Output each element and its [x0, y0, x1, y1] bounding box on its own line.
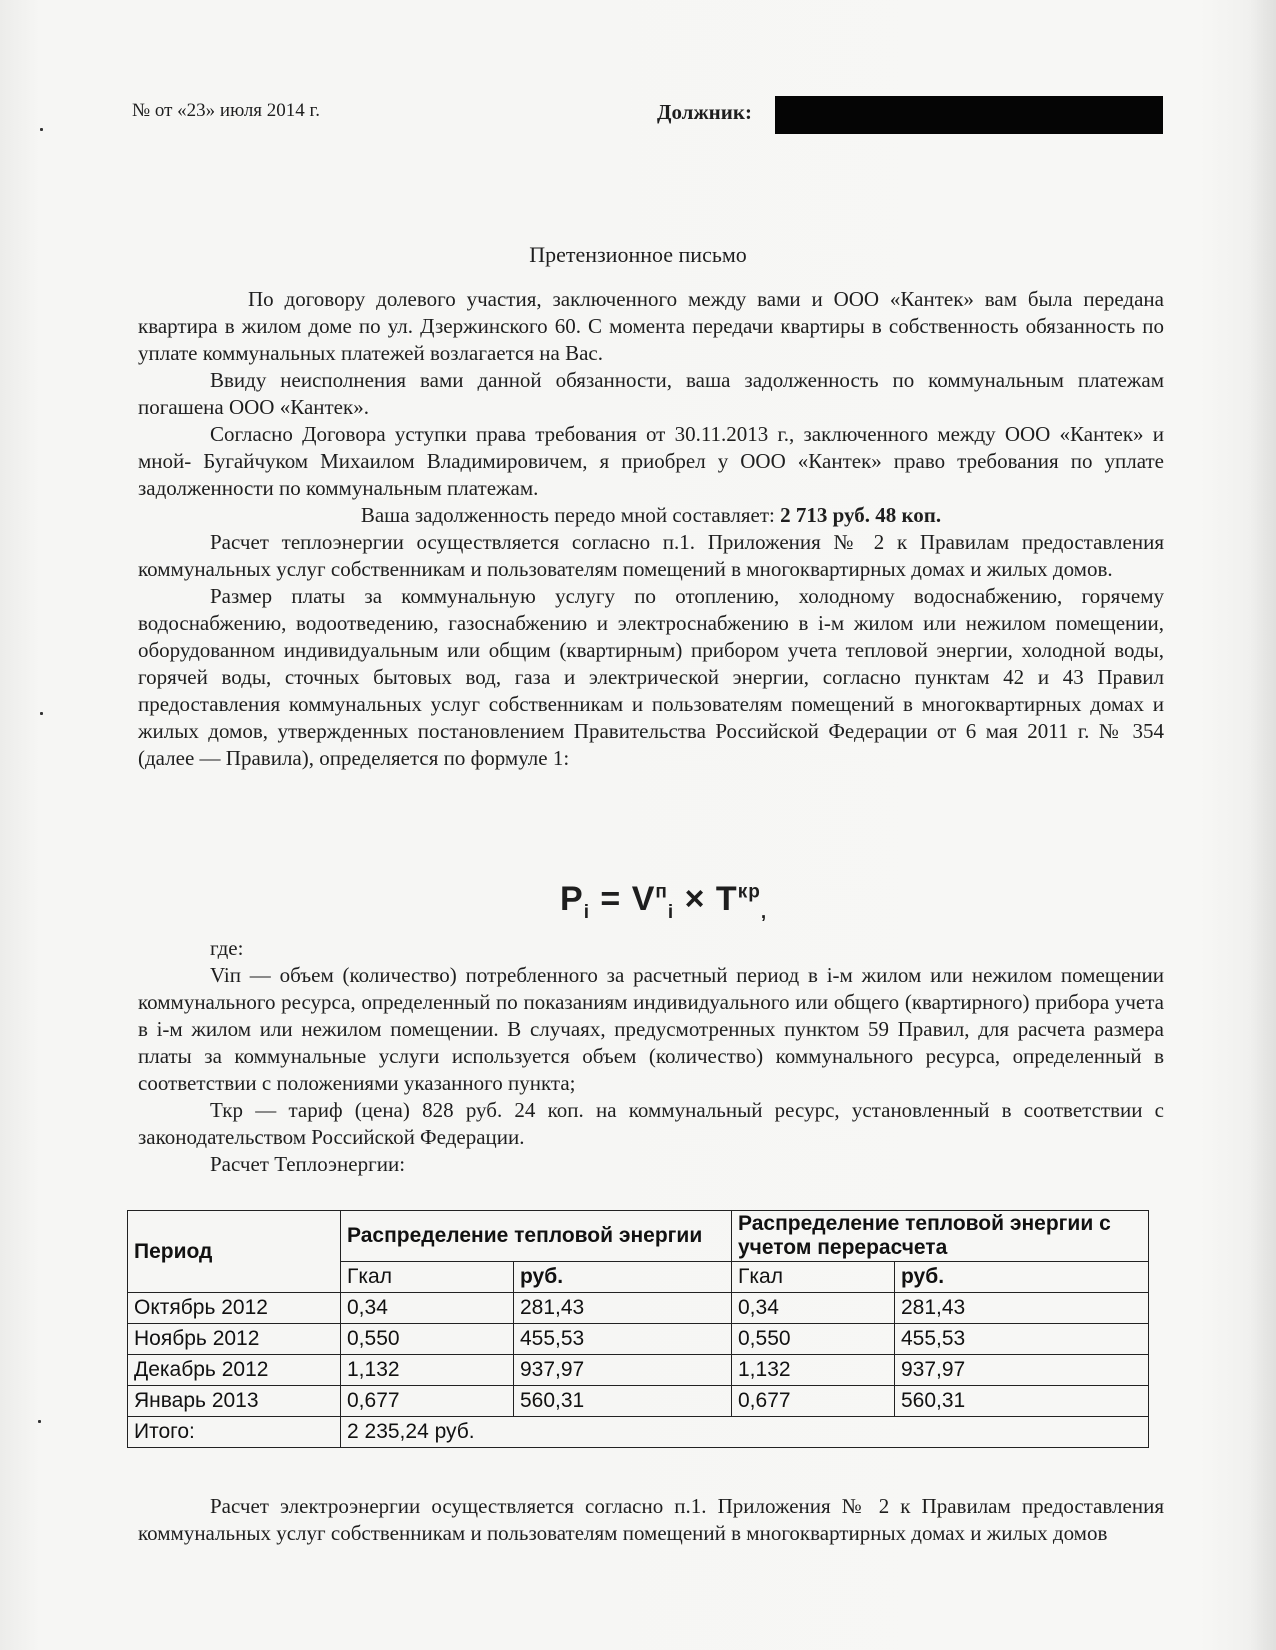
formula-times-t: × T — [674, 880, 738, 918]
cell-gcal: 0,677 — [341, 1386, 514, 1417]
cell-period: Октябрь 2012 — [128, 1293, 341, 1324]
subheader-rub: руб. — [514, 1262, 732, 1293]
subheader-rub: руб. — [895, 1262, 1149, 1293]
debt-line — [138, 502, 1164, 529]
formula-eq-v: = V — [589, 880, 656, 918]
scan-speck — [40, 128, 43, 131]
cell-rub: 455,53 — [514, 1324, 732, 1355]
cell-rub: 937,97 — [514, 1355, 732, 1386]
subheader-gcal: Гкал — [341, 1262, 514, 1293]
paragraph-non-performance: Ввиду неисполнения вами данной обязанности, ваша задолженность по коммунальным платежам погашена ООО «Кантек». — [138, 368, 1164, 419]
redacted-debtor-name — [775, 96, 1163, 134]
paragraph-vin-definition: Viп — объем (количество) потребленного за расчетный период в i-м жилом или нежилом помещении коммунального ресурса, определенный по показаниям индивидуального или общего (квартирного) прибора учета в i-м жилом или нежилом помещении. В случаях, предусмотренных пунктом 59 Правил, для расчета размера платы за коммунальные услуги используется объем (количество) коммунального ресурса, определенный в соответствии с положениями указанного пункта; — [138, 963, 1164, 1095]
letter-header — [132, 100, 1162, 140]
scan-speck — [40, 712, 43, 715]
letter-number-date: № от «23» июля 2014 г. — [132, 100, 320, 121]
cell-rub-recalc: 560,31 — [895, 1386, 1149, 1417]
paragraph-electricity-calc: Расчет электроэнергии осуществляется согласно п.1. Приложения № 2 к Правилам предоставления коммунальных услуг собственникам и пользователям помещений в многоквартирных домах и жилых домов — [138, 1494, 1164, 1545]
heat-calc-table — [127, 1210, 1149, 1448]
cell-rub: 560,31 — [514, 1386, 732, 1417]
paragraph-where: где: — [210, 936, 244, 960]
table-total-row — [128, 1417, 1149, 1448]
table-row — [128, 1386, 1149, 1417]
subheader-gcal: Гкал — [732, 1262, 895, 1293]
body-section-2 — [138, 935, 1164, 1178]
scan-speck — [38, 1420, 41, 1423]
paragraph-heat-calc: Расчет теплоэнергии осуществляется согласно п.1. Приложения № 2 к Правилам предоставления коммунальных услуг собственникам и пользователям помещений в многоквартирных домах и жилых домов. — [138, 530, 1164, 581]
cell-gcal: 0,550 — [341, 1324, 514, 1355]
cell-gcal: 1,132 — [341, 1355, 514, 1386]
cell-rub-recalc: 281,43 — [895, 1293, 1149, 1324]
cell-period: Декабрь 2012 — [128, 1355, 341, 1386]
cell-period: Ноябрь 2012 — [128, 1324, 341, 1355]
table-row — [128, 1324, 1149, 1355]
header-distribution: Распределение тепловой энергии — [341, 1211, 732, 1262]
cell-gcal-recalc: 0,677 — [732, 1386, 895, 1417]
formula-sup-kr: кр — [737, 881, 761, 903]
header-period: Период — [128, 1211, 341, 1293]
formula-sub-i2: i — [667, 901, 675, 923]
formula-comma: , — [760, 901, 768, 923]
debt-amount: 2 713 руб. 48 коп. — [780, 503, 942, 527]
formula-1 — [560, 880, 767, 924]
formula-p: P — [560, 880, 584, 918]
paragraph-assignment: Согласно Договора уступки права требования от 30.11.2013 г., заключенного между ООО «Кантек» и мной- Бугайчуком Михаилом Владимировичем, я приобрел у ООО «Кантек» право требования по уплате задолженности по коммунальным платежам. — [138, 422, 1164, 500]
table-header-row — [128, 1211, 1149, 1262]
body-section-3 — [138, 1493, 1164, 1547]
calc-heading: Расчет Теплоэнергии: — [210, 1152, 406, 1176]
cell-rub: 281,43 — [514, 1293, 732, 1324]
formula-sub-i: i — [583, 901, 590, 923]
cell-rub-recalc: 937,97 — [895, 1355, 1149, 1386]
cell-gcal-recalc: 0,550 — [732, 1324, 895, 1355]
table-row — [128, 1355, 1149, 1386]
document-title: Претензионное письмо — [529, 242, 747, 267]
debt-prefix: Ваша задолженность передо мной составляет: — [360, 503, 781, 527]
cell-rub-recalc: 455,53 — [895, 1324, 1149, 1355]
cell-gcal: 0,34 — [341, 1293, 514, 1324]
cell-gcal-recalc: 1,132 — [732, 1355, 895, 1386]
paragraph-fee-size: Размер платы за коммунальную услугу по отоплению, холодному водоснабжению, горячему водоснабжению, водоотведению, газоснабжению и электроснабжению в i-м жилом или нежилом помещении, оборудованном индивидуальным или общим (квартирным) прибором учета тепловой энергии, холодной воды, горячей воды, сточных бытовых вод, газа и электрической энергии, согласно пунктам 42 и 43 Правил предоставления коммунальных услуг собственникам и пользователям помещений в многоквартирных домах и жилых домов, утвержденных постановлением Правительства Российской Федерации от 6 мая 2011 г. № 354 (далее — Правила), определяется по формуле 1: — [138, 584, 1164, 770]
paragraph-tkr-definition: Ткр — тариф (цена) 828 руб. 24 коп. на коммунальный ресурс, установленный в соответствии с законодательством Российской Федерации. — [138, 1098, 1164, 1149]
cell-gcal-recalc: 0,34 — [732, 1293, 895, 1324]
table-row — [128, 1293, 1149, 1324]
cell-period: Январь 2013 — [128, 1386, 341, 1417]
paragraph-contract: По договору долевого участия, заключенного между вами и ООО «Кантек» вам была передана квартира в жилом доме по ул. Дзержинского 60. С момента передачи квартиры в собственность обязанность по уплате коммунальных платежей возлагается на Вас. — [138, 287, 1164, 365]
cell-total-value: 2 235,24 руб. — [341, 1417, 1149, 1448]
debtor-label: Должник: — [657, 100, 752, 124]
body-section-1 — [138, 286, 1164, 772]
formula-sup-n: п — [655, 881, 668, 903]
header-distribution-recalc: Распределение тепловой энергии с учетом перерасчета — [732, 1211, 1149, 1262]
cell-total-label: Итого: — [128, 1417, 341, 1448]
